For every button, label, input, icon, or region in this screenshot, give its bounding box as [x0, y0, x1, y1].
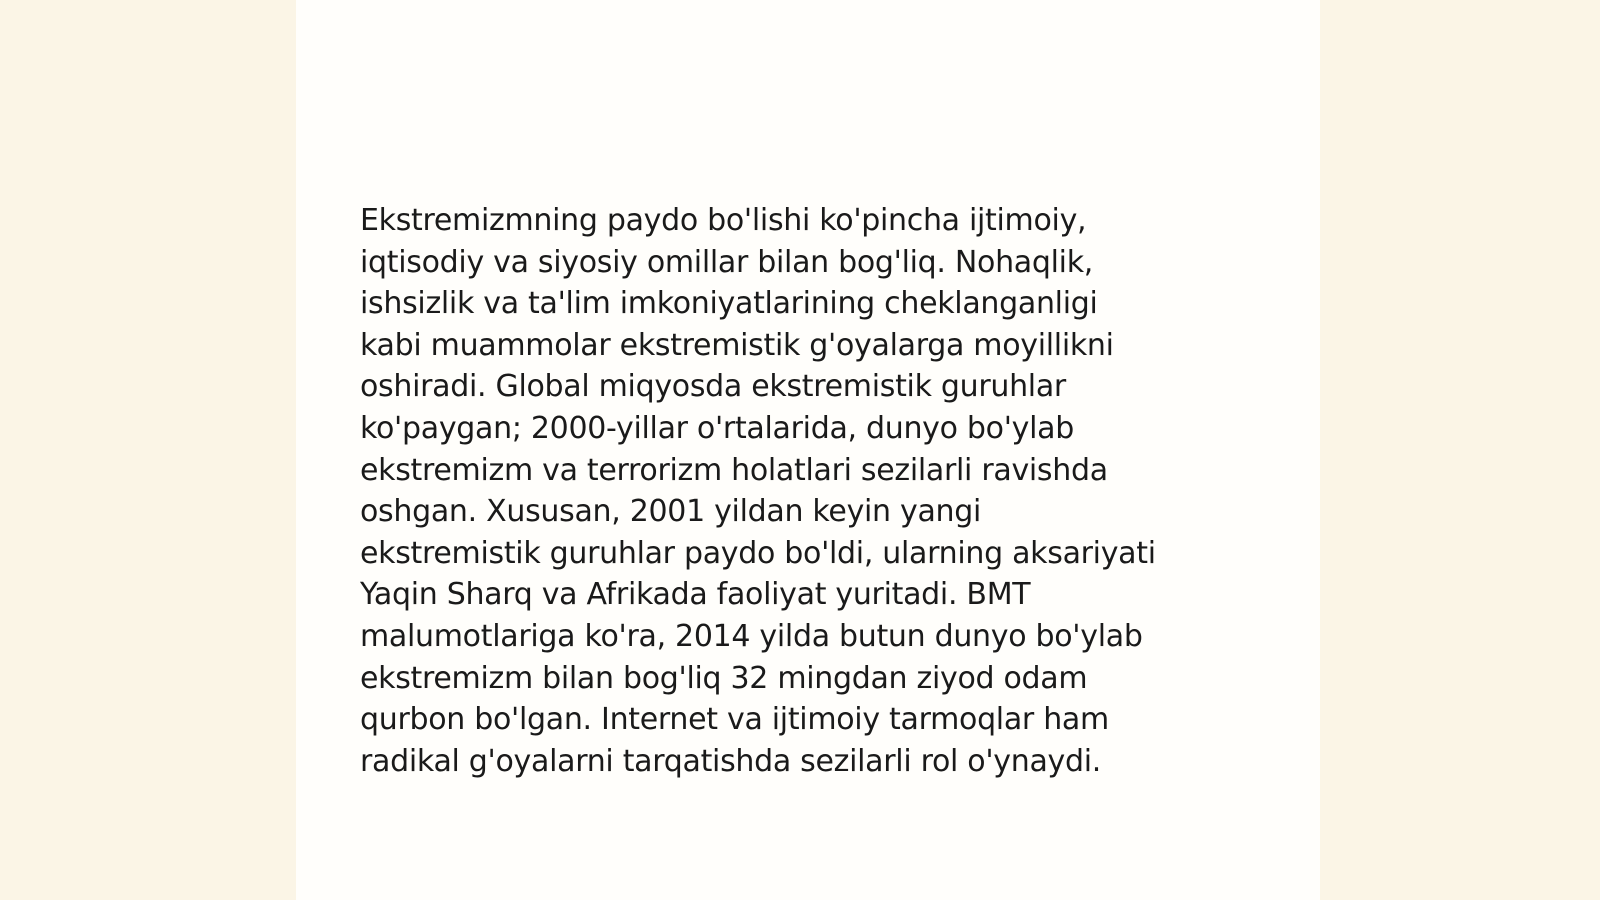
paragraph-line: ko'paygan; 2000-yillar o'rtalarida, dunyo bo'ylab: [360, 410, 1074, 446]
paragraph-line: qurbon bo'lgan. Internet va ijtimoiy tarmoqlar ham: [360, 702, 1109, 738]
paragraph-line: Yaqin Sharq va Afrikada faoliyat yuritadi. BMT: [360, 577, 1031, 613]
paragraph-line: kabi muammolar ekstremistik g'oyalarga moyillikni: [360, 327, 1114, 363]
paragraph-line: ekstremizm bilan bog'liq 32 mingdan ziyod odam: [360, 660, 1088, 696]
body-paragraph: [360, 200, 1260, 782]
paragraph-line: ishsizlik va ta'lim imkoniyatlarining cheklanganligi: [360, 286, 1098, 322]
paragraph-line: ekstremistik guruhlar paydo bo'ldi, ularning aksariyati: [360, 535, 1156, 571]
paragraph-line: oshgan. Xususan, 2001 yildan keyin yangi: [360, 494, 982, 530]
paragraph-line: malumotlariga ko'ra, 2014 yilda butun dunyo bo'ylab: [360, 618, 1143, 654]
paragraph-line: oshiradi. Global miqyosda ekstremistik guruhlar: [360, 369, 1066, 405]
paragraph-line: ekstremizm va terrorizm holatlari sezilarli ravishda: [360, 452, 1108, 488]
paragraph-line: Ekstremizmning paydo bo'lishi ko'pincha ijtimoiy,: [360, 203, 1087, 238]
paragraph-line: iqtisodiy va siyosiy omillar bilan bog'liq. Nohaqlik,: [360, 244, 1094, 280]
document-page: [296, 0, 1320, 900]
paragraph-line: radikal g'oyalarni tarqatishda sezilarli rol o'ynaydi.: [360, 743, 1102, 779]
